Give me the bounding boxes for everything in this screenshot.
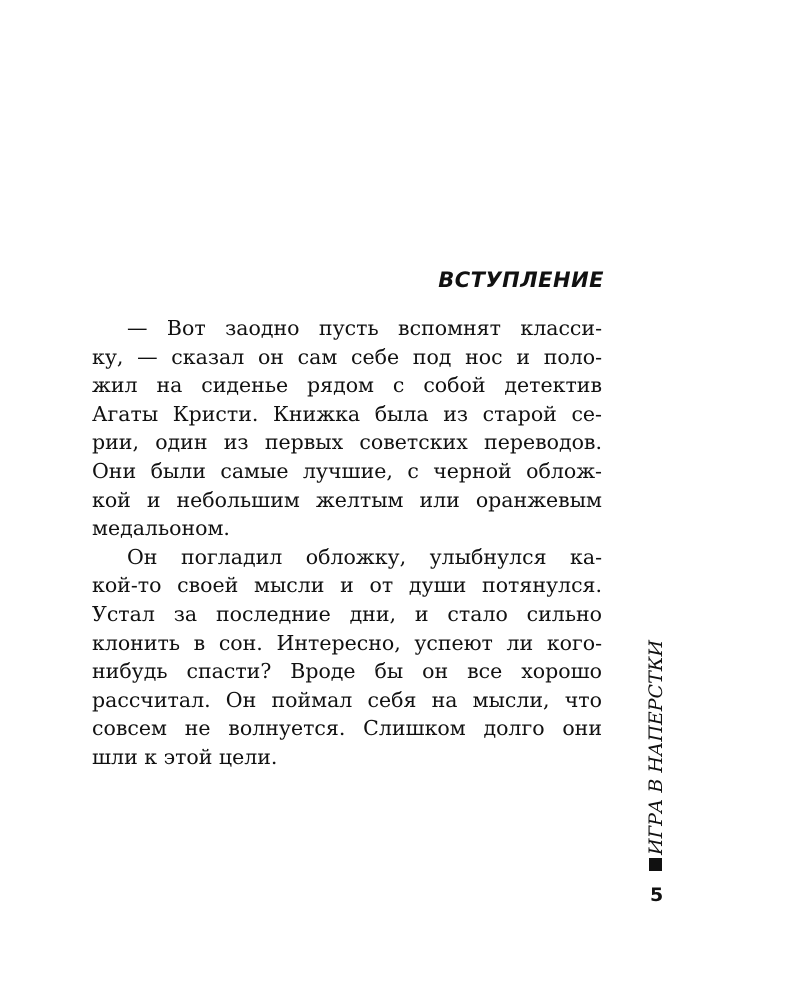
text-line: Устал за последние дни, и стало сильно [92,601,602,626]
chapter-title: ВСТУПЛЕНИЕ [438,268,604,292]
text-line: рассчитал. Он поймал себя на мысли, что [92,687,602,712]
text-line: Он погладил обложку, улыбнулся ка- [127,544,602,569]
text-line: кой-то своей мысли и от души потянулся. [92,573,602,598]
text-line: Они были самые лучшие, с черной облож- [92,458,602,483]
text-line: шли к этой цели. [92,744,278,769]
text-line: жил на сиденье рядом с собой детектив [92,373,602,398]
text-line: медальоном. [92,516,230,541]
page-number: 5 [650,884,664,906]
text-line: — Вот заодно пусть вспомнят класси- [127,316,602,340]
body-text [92,314,602,772]
text-line: рии, один из первых советских переводов. [92,430,602,455]
text-line: совсем не волнуется. Слишком долго они [92,716,602,741]
text-line: клонить в сон. Интересно, успеют ли кого- [92,630,602,655]
text-line: кой и небольшим желтым или оранжевым [92,487,602,512]
square-bullet-icon [649,858,662,871]
running-head-title: ИГРА В НАПЕРСТКИ [645,639,667,855]
text-line: нибудь спасти? Вроде бы он все хорошо [92,659,602,684]
running-head [641,639,671,875]
text-line: Агаты Кристи. Книжка была из старой се- [92,401,602,426]
text-line: ку, — сказал он сам себе под нос и поло- [92,344,602,369]
